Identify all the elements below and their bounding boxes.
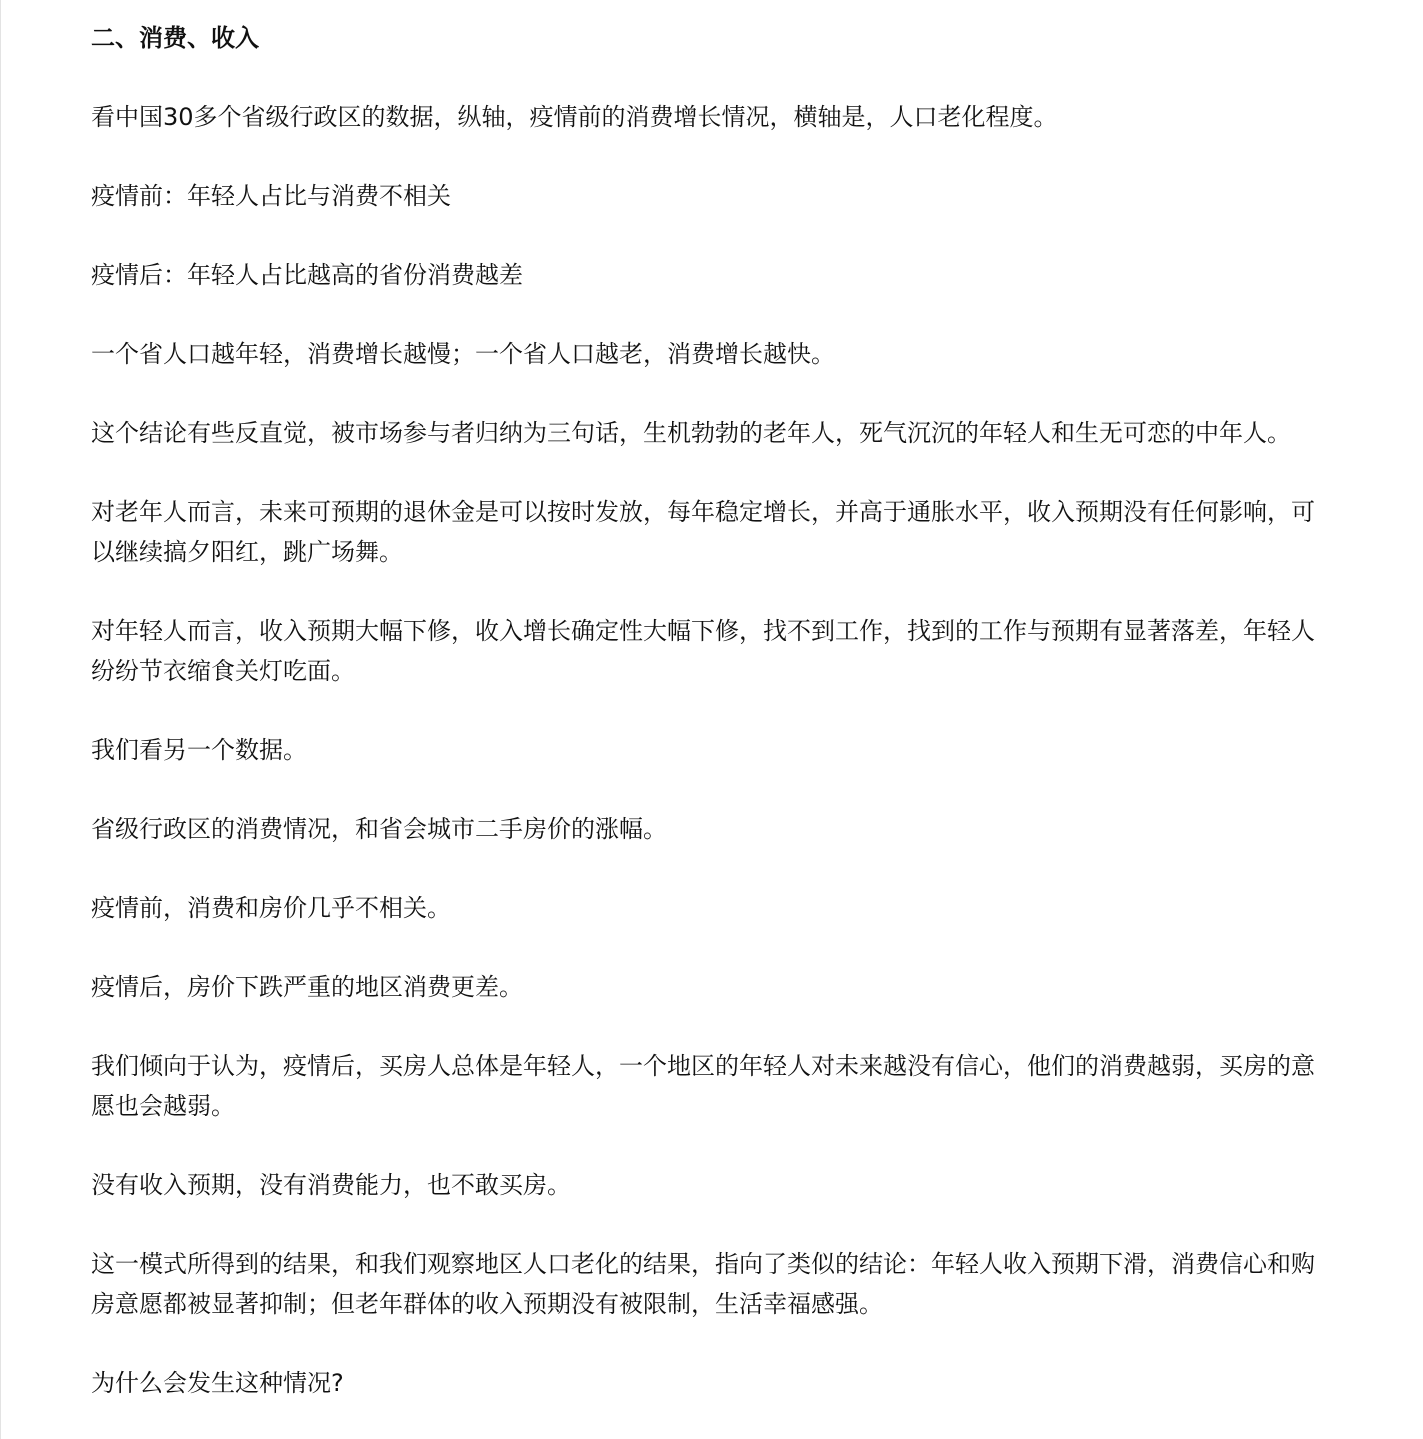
paragraph: 疫情前，消费和房价几乎不相关。 (91, 894, 451, 922)
left-border-rule (0, 0, 1, 1439)
section-heading: 二、消费、收入 (91, 24, 259, 52)
paragraph: 对年轻人而言，收入预期大幅下修，收入增长确定性大幅下修，找不到工作，找到的工作与预期有显著落差，年轻人纷纷节衣缩食关灯吃面。 (91, 617, 1315, 685)
paragraph: 我们倾向于认为，疫情后，买房人总体是年轻人，一个地区的年轻人对未来越没有信心，他们的消费越弱，买房的意愿也会越弱。 (91, 1052, 1315, 1120)
paragraph: 疫情前：年轻人占比与消费不相关 (91, 182, 451, 210)
paragraph: 疫情后，房价下跌严重的地区消费更差。 (91, 973, 523, 1001)
paragraph: 为什么会发生这种情况? (91, 1369, 344, 1397)
paragraph: 没有收入预期，没有消费能力，也不敢买房。 (91, 1171, 571, 1199)
paragraph: 疫情后：年轻人占比越高的省份消费越差 (91, 261, 523, 289)
paragraph: 一个省人口越年轻，消费增长越慢；一个省人口越老，消费增长越快。 (91, 340, 835, 368)
paragraph: 对老年人而言，未来可预期的退休金是可以按时发放，每年稳定增长，并高于通胀水平，收入预期没有任何影响，可以继续搞夕阳红，跳广场舞。 (91, 498, 1315, 566)
article-body (91, 18, 1323, 1403)
paragraph: 这个结论有些反直觉，被市场参与者归纳为三句话，生机勃勃的老年人，死气沉沉的年轻人和生无可恋的中年人。 (91, 419, 1291, 447)
paragraph: 这一模式所得到的结果，和我们观察地区人口老化的结果，指向了类似的结论：年轻人收入预期下滑，消费信心和购房意愿都被显著抑制；但老年群体的收入预期没有被限制，生活幸福感强。 (91, 1250, 1315, 1318)
paragraph: 省级行政区的消费情况，和省会城市二手房价的涨幅。 (91, 815, 667, 843)
paragraph: 看中国30多个省级行政区的数据，纵轴，疫情前的消费增长情况，横轴是，人口老化程度。 (91, 103, 1058, 131)
paragraph: 我们看另一个数据。 (91, 736, 307, 764)
